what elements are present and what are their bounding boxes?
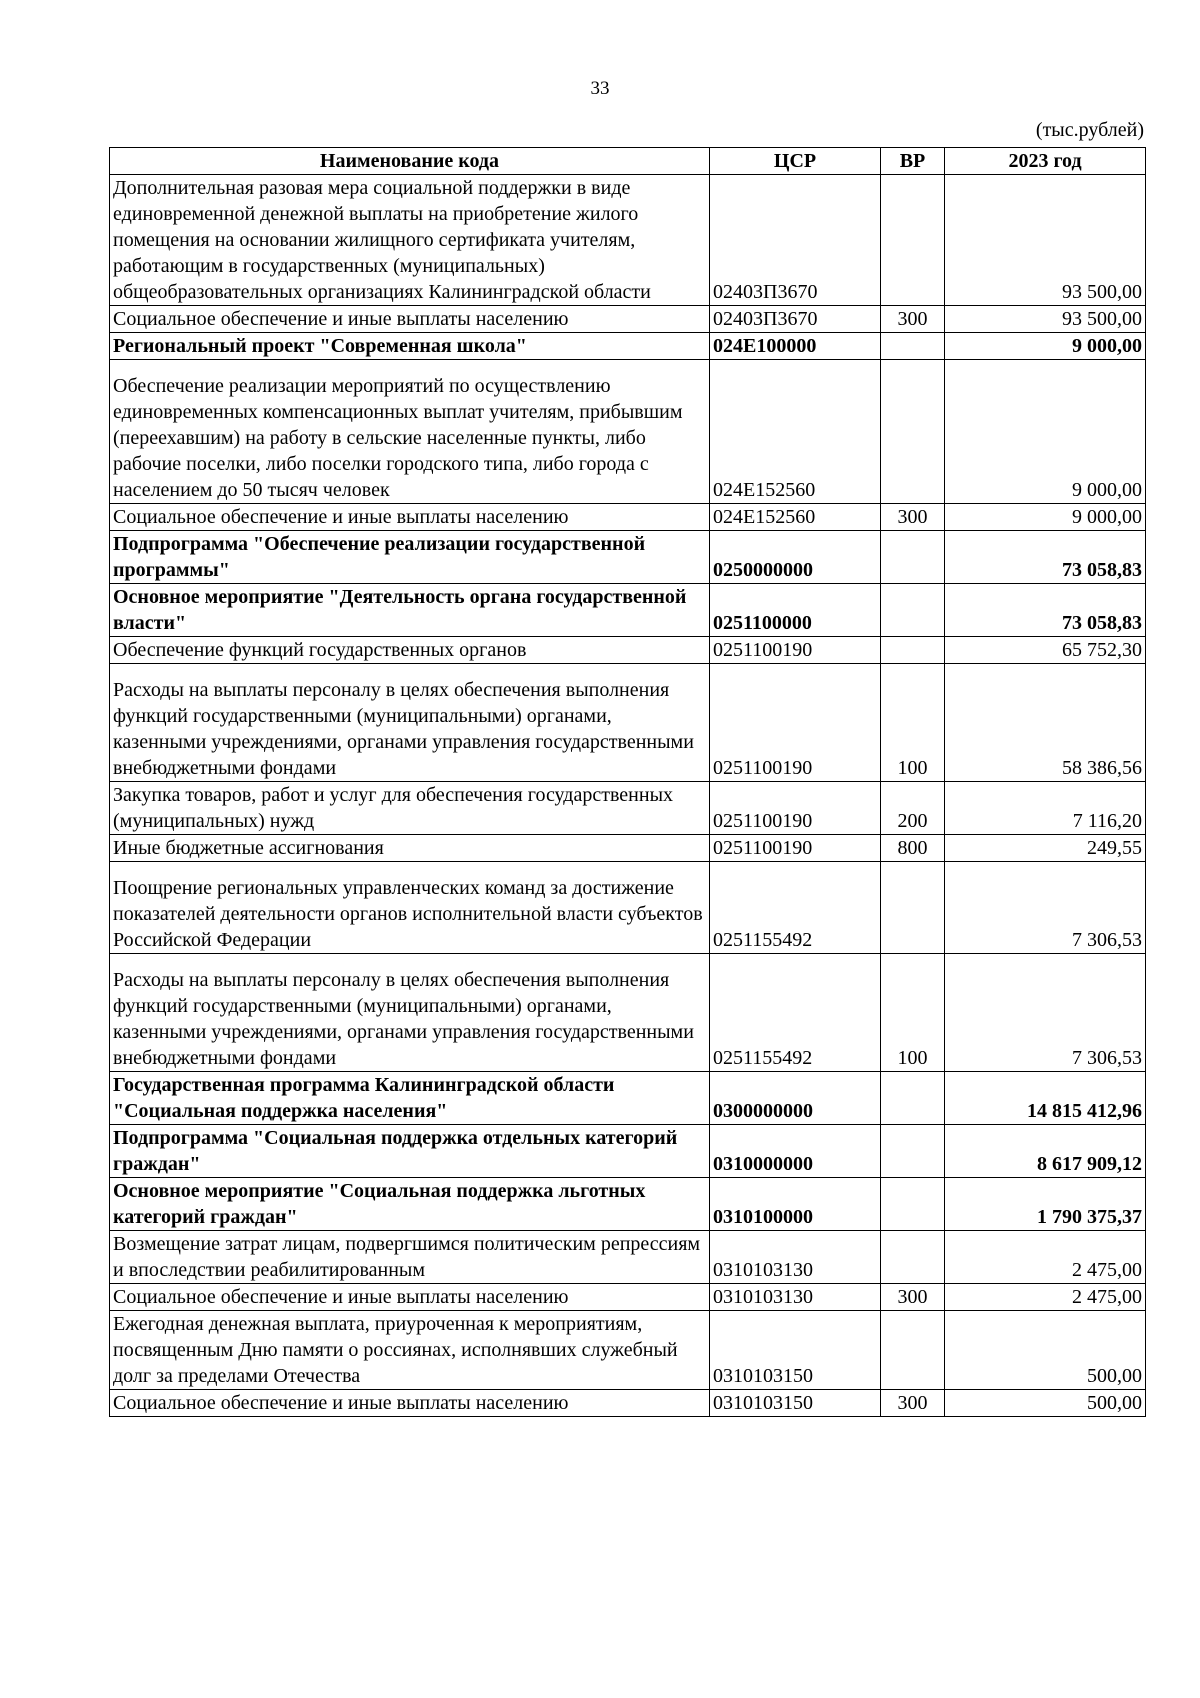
cell-vr: 100 bbox=[881, 954, 945, 1072]
header-name: Наименование кода bbox=[110, 148, 710, 175]
cell-vr: 300 bbox=[881, 1390, 945, 1417]
cell-amount: 7 306,53 bbox=[945, 954, 1146, 1072]
cell-csr: 0251100190 bbox=[710, 664, 881, 782]
cell-name: Расходы на выплаты персоналу в целях обеспечения выполнения функций государственными (муниципальными) органами, казенными учреждениями, органами управления государственными внебюджетными фондами bbox=[110, 954, 710, 1072]
table-row bbox=[110, 175, 1146, 306]
table-row bbox=[110, 306, 1146, 333]
cell-vr: 300 bbox=[881, 306, 945, 333]
table-row bbox=[110, 664, 1146, 782]
cell-amount: 93 500,00 bbox=[945, 306, 1146, 333]
table-row bbox=[110, 954, 1146, 1072]
cell-vr bbox=[881, 637, 945, 664]
cell-amount: 2 475,00 bbox=[945, 1231, 1146, 1284]
table-row bbox=[110, 1125, 1146, 1178]
cell-amount: 500,00 bbox=[945, 1311, 1146, 1390]
cell-csr: 024E152560 bbox=[710, 504, 881, 531]
table-row bbox=[110, 1178, 1146, 1231]
unit-label: (тыс.рублей) bbox=[1035, 119, 1144, 141]
cell-amount: 14 815 412,96 bbox=[945, 1072, 1146, 1125]
table-row bbox=[110, 782, 1146, 835]
cell-csr: 0310103150 bbox=[710, 1311, 881, 1390]
cell-vr bbox=[881, 333, 945, 360]
cell-vr bbox=[881, 1231, 945, 1284]
cell-name: Подпрограмма "Обеспечение реализации государственной программы" bbox=[110, 531, 710, 584]
cell-vr bbox=[881, 584, 945, 637]
cell-name: Закупка товаров, работ и услуг для обеспечения государственных (муниципальных) нужд bbox=[110, 782, 710, 835]
header-csr: ЦСР bbox=[710, 148, 881, 175]
cell-vr: 800 bbox=[881, 835, 945, 862]
table-row bbox=[110, 1284, 1146, 1311]
cell-name: Государственная программа Калининградской области "Социальная поддержка населения" bbox=[110, 1072, 710, 1125]
cell-csr: 0251100190 bbox=[710, 637, 881, 664]
cell-csr: 0251100190 bbox=[710, 835, 881, 862]
cell-csr: 02403П3670 bbox=[710, 306, 881, 333]
table-row bbox=[110, 584, 1146, 637]
cell-amount: 93 500,00 bbox=[945, 175, 1146, 306]
cell-vr bbox=[881, 862, 945, 954]
cell-name: Подпрограмма "Социальная поддержка отдельных категорий граждан" bbox=[110, 1125, 710, 1178]
cell-csr: 024E100000 bbox=[710, 333, 881, 360]
cell-name: Основное мероприятие "Деятельность органа государственной власти" bbox=[110, 584, 710, 637]
cell-amount: 500,00 bbox=[945, 1390, 1146, 1417]
cell-name: Ежегодная денежная выплата, приуроченная к мероприятиям, посвященным Дню памяти о россиянах, исполнявших служебный долг за пределами Отечества bbox=[110, 1311, 710, 1390]
table-row bbox=[110, 504, 1146, 531]
cell-csr: 024E152560 bbox=[710, 360, 881, 504]
cell-name: Социальное обеспечение и иные выплаты населению bbox=[110, 306, 710, 333]
cell-csr: 0251155492 bbox=[710, 954, 881, 1072]
cell-vr: 300 bbox=[881, 504, 945, 531]
cell-vr bbox=[881, 1311, 945, 1390]
cell-name: Расходы на выплаты персоналу в целях обеспечения выполнения функций государственными (муниципальными) органами, казенными учреждениями, органами управления государственными внебюджетными фондами bbox=[110, 664, 710, 782]
cell-name: Социальное обеспечение и иные выплаты населению bbox=[110, 504, 710, 531]
cell-vr bbox=[881, 1125, 945, 1178]
cell-amount: 249,55 bbox=[945, 835, 1146, 862]
table-body bbox=[110, 175, 1146, 1417]
table-row bbox=[110, 1231, 1146, 1284]
cell-csr: 0310103130 bbox=[710, 1231, 881, 1284]
budget-table bbox=[109, 147, 1146, 1417]
cell-name: Основное мероприятие "Социальная поддержка льготных категорий граждан" bbox=[110, 1178, 710, 1231]
cell-vr bbox=[881, 1072, 945, 1125]
cell-vr bbox=[881, 1178, 945, 1231]
cell-csr: 0310000000 bbox=[710, 1125, 881, 1178]
cell-csr: 0300000000 bbox=[710, 1072, 881, 1125]
cell-name: Дополнительная разовая мера социальной поддержки в виде единовременной денежной выплаты на приобретение жилого помещения на основании жилищного сертификата учителям, работающим в государственных (муниципальных) общеобразовательных организациях Калининградской области bbox=[110, 175, 710, 306]
cell-csr: 0251155492 bbox=[710, 862, 881, 954]
table-row bbox=[110, 1072, 1146, 1125]
table-row bbox=[110, 862, 1146, 954]
cell-amount: 65 752,30 bbox=[945, 637, 1146, 664]
cell-csr: 0251100190 bbox=[710, 782, 881, 835]
table-header-row bbox=[110, 148, 1146, 175]
cell-vr bbox=[881, 360, 945, 504]
table-row bbox=[110, 1311, 1146, 1390]
cell-amount: 7 306,53 bbox=[945, 862, 1146, 954]
cell-amount: 2 475,00 bbox=[945, 1284, 1146, 1311]
cell-csr: 0251100000 bbox=[710, 584, 881, 637]
cell-amount: 73 058,83 bbox=[945, 584, 1146, 637]
cell-csr: 0310100000 bbox=[710, 1178, 881, 1231]
cell-name: Иные бюджетные ассигнования bbox=[110, 835, 710, 862]
cell-name: Обеспечение функций государственных органов bbox=[110, 637, 710, 664]
cell-amount: 8 617 909,12 bbox=[945, 1125, 1146, 1178]
cell-vr: 300 bbox=[881, 1284, 945, 1311]
cell-name: Поощрение региональных управленческих команд за достижение показателей деятельности органов исполнительной власти субъектов Российской Федерации bbox=[110, 862, 710, 954]
cell-csr: 02403П3670 bbox=[710, 175, 881, 306]
cell-vr: 100 bbox=[881, 664, 945, 782]
cell-name: Региональный проект "Современная школа" bbox=[110, 333, 710, 360]
cell-amount: 7 116,20 bbox=[945, 782, 1146, 835]
table-row bbox=[110, 637, 1146, 664]
page-number: 33 bbox=[590, 78, 610, 99]
cell-amount: 1 790 375,37 bbox=[945, 1178, 1146, 1231]
table-row bbox=[110, 333, 1146, 360]
cell-name: Социальное обеспечение и иные выплаты населению bbox=[110, 1284, 710, 1311]
cell-csr: 0310103130 bbox=[710, 1284, 881, 1311]
cell-csr: 0250000000 bbox=[710, 531, 881, 584]
cell-name: Обеспечение реализации мероприятий по осуществлению единовременных компенсационных выплат учителям, прибывшим (переехавшим) на работу в сельские населенные пункты, либо рабочие поселки, либо поселки городского типа, либо города с населением до 50 тысяч человек bbox=[110, 360, 710, 504]
table-row bbox=[110, 360, 1146, 504]
table-row bbox=[110, 1390, 1146, 1417]
cell-name: Социальное обеспечение и иные выплаты населению bbox=[110, 1390, 710, 1417]
cell-amount: 9 000,00 bbox=[945, 360, 1146, 504]
header-vr: ВР bbox=[881, 148, 945, 175]
cell-vr bbox=[881, 175, 945, 306]
cell-csr: 0310103150 bbox=[710, 1390, 881, 1417]
cell-amount: 9 000,00 bbox=[945, 333, 1146, 360]
table-row bbox=[110, 531, 1146, 584]
cell-name: Возмещение затрат лицам, подвергшимся политическим репрессиям и впоследствии реабилитированным bbox=[110, 1231, 710, 1284]
header-amount: 2023 год bbox=[945, 148, 1146, 175]
cell-amount: 58 386,56 bbox=[945, 664, 1146, 782]
cell-vr bbox=[881, 531, 945, 584]
table-row bbox=[110, 835, 1146, 862]
cell-amount: 73 058,83 bbox=[945, 531, 1146, 584]
cell-vr: 200 bbox=[881, 782, 945, 835]
cell-amount: 9 000,00 bbox=[945, 504, 1146, 531]
